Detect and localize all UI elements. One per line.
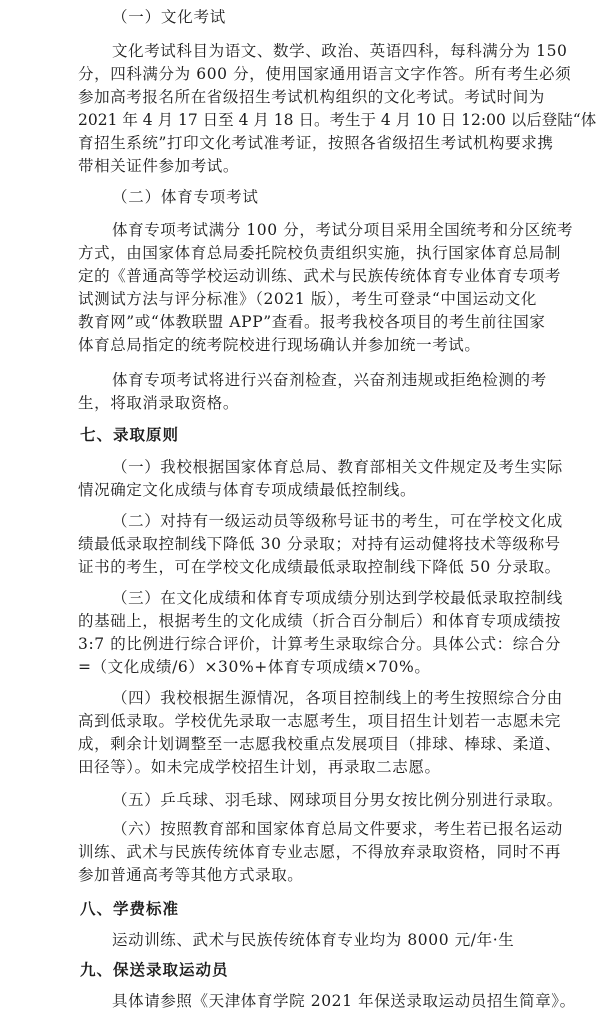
paragraph-line: 育招生系统”打印文化考试准考证，按照各省级招生考试机构要求携: [78, 134, 554, 152]
paragraph-line: （一）我校根据国家体育总局、教育部相关文件规定及考生实际: [112, 458, 563, 476]
paragraph-line: 田径等）。如未完成学校招生计划，再录取二志愿。: [78, 758, 441, 776]
paragraph-line: 成，剩余计划调整至一志愿我校重点发展项目（排球、棒球、柔道、: [78, 735, 562, 753]
paragraph-line: 生，将取消录取资格。: [78, 394, 240, 412]
paragraph-line: （五）乒乓球、羽毛球、网球项目分男女按比例分别进行录取。: [112, 791, 563, 809]
paragraph-line: 分，四科满分为 600 分，使用国家通用语言文字作答。所有考生必须: [78, 65, 572, 83]
section-heading-admission-principles: 七、录取原则: [80, 426, 180, 444]
paragraph-line: 参加高考报名所在省级招生考试机构组织的文化考试。考试时间为: [78, 88, 545, 106]
paragraph-line: 运动训练、武术与民族传统体育专业均为 8000 元/年·生: [112, 931, 515, 949]
paragraph-line: 参加普通高考等其他方式录取。: [78, 866, 304, 884]
paragraph-line: 情况确定文化成绩与体育专项成绩最低控制线。: [78, 481, 417, 499]
subheading-culture-exam: （一）文化考试: [112, 8, 227, 26]
section-heading-tuition: 八、学费标准: [80, 900, 180, 918]
paragraph-line: （三）在文化成绩和体育专项成绩分别达到学校最低录取控制线: [112, 589, 563, 607]
paragraph-line: 文化考试科目为语文、数学、政治、英语四科，每科满分为 150: [112, 42, 568, 60]
paragraph-line: 训练、武术与民族传统体育专业志愿，不得放弃录取资格，同时不再: [78, 843, 562, 861]
paragraph-line: 的基础上，根据考生的文化成绩（折合百分制后）和体育专项成绩按: [78, 612, 562, 630]
paragraph-line: （二）对持有一级运动员等级称号证书的考生，可在学校文化成: [112, 512, 563, 530]
paragraph-line: 2021 年 4 月 17 日至 4 月 18 日。考生于 4 月 10 日 12:00 以后登陆“体: [78, 111, 597, 129]
paragraph-line: （六）按照教育部和国家体育总局文件要求，考生若已报名运动: [112, 820, 563, 838]
paragraph-line: 定的《普通高等学校运动训练、武术与民族传统体育专业体育专项考: [78, 267, 562, 285]
paragraph-line: 证书的考生，可在学校文化成绩最低录取控制线下降低 50 分录取。: [78, 558, 561, 576]
subheading-sports-exam: （二）体育专项考试: [112, 188, 259, 206]
paragraph-line: 具体请参照《天津体育学院 2021 年保送录取运动员招生简章》。: [112, 992, 576, 1010]
paragraph-line: 带相关证件参加考试。: [78, 157, 240, 175]
paragraph-line: 体育总局指定的统考院校进行现场确认并参加统一考试。: [78, 336, 481, 354]
paragraph-line: 体育专项考试满分 100 分，考试分项目采用全国统考和分区统考: [112, 221, 574, 239]
paragraph-line: 3:7 的比例进行综合评价，计算考生录取综合分。具体公式：综合分: [78, 635, 562, 653]
paragraph-line: 体育专项考试将进行兴奋剂检查，兴奋剂违规或拒绝检测的考: [112, 371, 547, 389]
paragraph-line: 教育网”或“体教联盟 APP”查看。报考我校各项目的考生前往国家: [78, 313, 546, 331]
paragraph-line: 试测试方法与评分标准》（2021 版），考生可登录“中国运动文化: [78, 290, 537, 308]
section-heading-guaranteed-athletes: 九、保送录取运动员: [80, 961, 229, 979]
paragraph-line: 方式，由国家体育总局委托院校负责组织实施，执行国家体育总局制: [78, 244, 562, 262]
paragraph-line: =（文化成绩/6）×30%+体育专项成绩×70%。: [78, 658, 431, 676]
paragraph-line: （四）我校根据生源情况，各项目控制线上的考生按照综合分由: [112, 689, 563, 707]
paragraph-line: 绩最低录取控制线下降低 30 分录取；对持有运动健将技术等级称号: [78, 535, 561, 553]
paragraph-line: 高到低录取。学校优先录取一志愿考生，项目招生计划若一志愿未完: [78, 712, 562, 730]
